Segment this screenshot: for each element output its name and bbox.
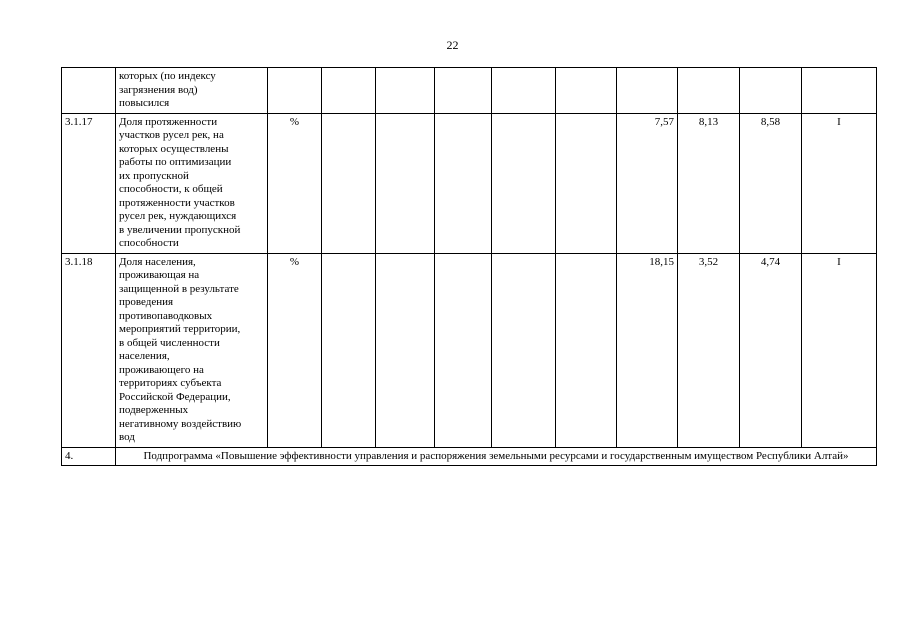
indicator-name-cell bbox=[116, 113, 268, 253]
indicators-table bbox=[61, 67, 877, 466]
value-cell: 18,15 bbox=[617, 253, 678, 447]
table-row bbox=[62, 253, 877, 447]
value-cell: 8,58 bbox=[740, 113, 802, 253]
section-number-cell: 4. bbox=[62, 447, 116, 466]
empty-cell bbox=[492, 253, 556, 447]
indicator-name: Доля населения, проживающая на защищенной в результате проведения противопаводковых мероприятий территории, в общей численности населения, проживающего на территориях субъекта Российской Федерации, подверженных негативному воздействию вод bbox=[119, 255, 242, 443]
value-cell: 3,52 bbox=[678, 253, 740, 447]
empty-cell bbox=[435, 113, 492, 253]
empty-cell bbox=[376, 68, 435, 114]
empty-cell bbox=[322, 68, 376, 114]
row-number-cell bbox=[62, 68, 116, 114]
value-cell bbox=[678, 68, 740, 114]
indicator-name: Доля протяженности участков русел рек, на которых осуществлены работы по оптимизации их пропускной способности, к общей протяженности участков русел рек, нуждающихся в увеличении пропускной способности bbox=[119, 115, 241, 249]
mark-cell: I bbox=[802, 253, 877, 447]
table-row bbox=[62, 447, 877, 466]
page-number: 22 bbox=[446, 38, 459, 52]
empty-cell bbox=[492, 68, 556, 114]
subprogram-title: Подпрограмма «Повышение эффективности управления и распоряжения земельными ресурсами и государственным имуществом Республики Алтай» bbox=[116, 447, 877, 466]
value-cell: 7,57 bbox=[617, 113, 678, 253]
mark-cell: I bbox=[802, 113, 877, 253]
indicator-name-cell bbox=[116, 68, 268, 114]
empty-cell bbox=[376, 253, 435, 447]
empty-cell bbox=[435, 68, 492, 114]
mark-cell bbox=[802, 68, 877, 114]
indicator-name-cell bbox=[116, 253, 268, 447]
unit-cell: % bbox=[268, 113, 322, 253]
indicator-name: которых (по индексу загрязнения вод) повысился bbox=[119, 70, 216, 109]
row-number-cell: 3.1.18 bbox=[62, 253, 116, 447]
table-row bbox=[62, 68, 877, 114]
unit-cell: % bbox=[268, 253, 322, 447]
empty-cell bbox=[376, 113, 435, 253]
empty-cell bbox=[435, 253, 492, 447]
unit-cell bbox=[268, 68, 322, 114]
empty-cell bbox=[492, 113, 556, 253]
row-number-cell: 3.1.17 bbox=[62, 113, 116, 253]
empty-cell bbox=[556, 253, 617, 447]
empty-cell bbox=[556, 68, 617, 114]
table-row bbox=[62, 113, 877, 253]
value-cell: 8,13 bbox=[678, 113, 740, 253]
empty-cell bbox=[556, 113, 617, 253]
value-cell: 4,74 bbox=[740, 253, 802, 447]
empty-cell bbox=[322, 253, 376, 447]
value-cell bbox=[740, 68, 802, 114]
value-cell bbox=[617, 68, 678, 114]
empty-cell bbox=[322, 113, 376, 253]
